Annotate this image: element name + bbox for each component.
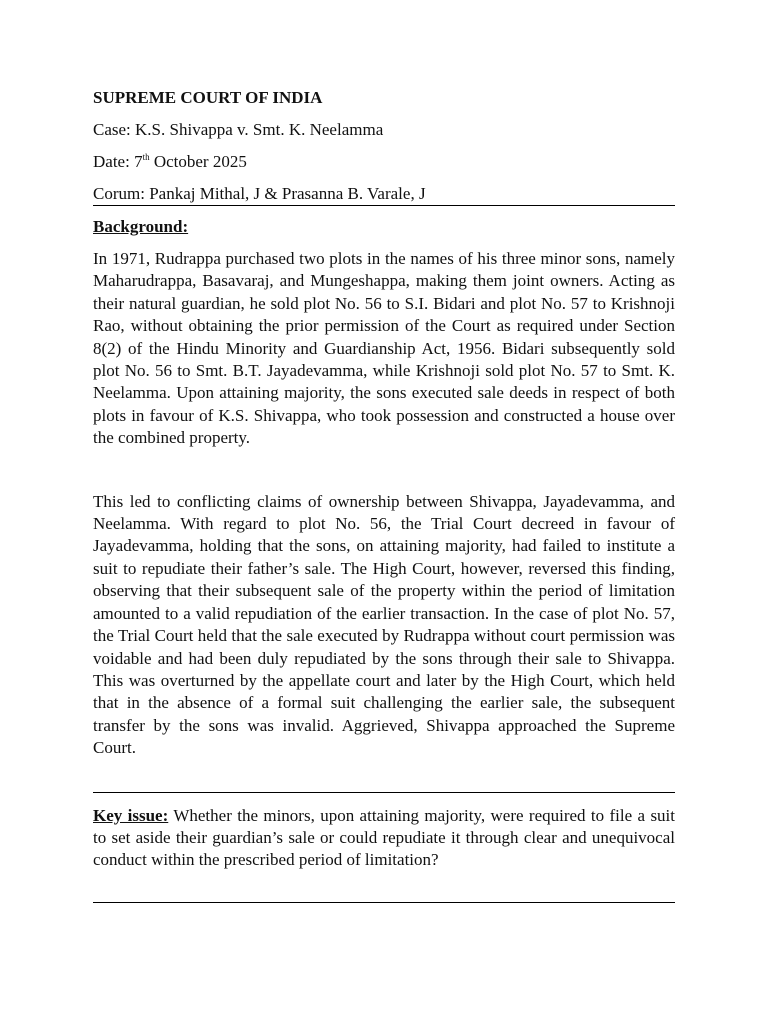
key-issue-text: Whether the minors, upon attaining majority, were required to file a suit to set aside their guardian’s sale or could repudiate it through clear and unequivocal conduct within the prescribed period of limitation? xyxy=(93,805,675,870)
date-line xyxy=(93,151,675,173)
corum-line xyxy=(93,183,675,206)
key-issue xyxy=(93,805,675,872)
background-paragraph-1: In 1971, Rudrappa purchased two plots in the names of his three minor sons, namely Maharudrappa, Basavaraj, and Mungeshappa, making them joint owners. Acting as their natural guardian, he sold plot No. 56 to S.I. Bidari and plot No. 57 to Krishnoji Rao, without obtaining the prior permission of the Court as required under Section 8(2) of the Hindu Minority and Guardianship Act, 1956. Bidari subsequently sold plot No. 56 to Smt. B.T. Jayadevamma, while Krishnoji sold plot No. 57 to Smt. K. Neelamma. Upon attaining majority, the sons executed sale deeds in respect of both plots in favour of K.S. Shivappa, who took possession and constructed a house over the combined property. xyxy=(93,249,675,448)
date-rest: October 2025 xyxy=(153,152,247,171)
date-label: Date: xyxy=(93,152,130,171)
court-title: SUPREME COURT OF INDIA xyxy=(93,88,323,107)
background-heading: Background: xyxy=(93,217,189,236)
key-issue-label: Key issue: xyxy=(93,805,169,825)
case-line xyxy=(93,119,675,141)
date-day: 7 xyxy=(134,152,143,171)
document-page xyxy=(93,86,675,903)
corum-value: Pankaj Mithal, J & Prasanna B. Varale, J xyxy=(149,184,426,203)
date-suffix: th xyxy=(142,152,150,162)
case-label: Case: xyxy=(93,120,131,139)
case-value: K.S. Shivappa v. Smt. K. Neelamma xyxy=(135,120,384,139)
corum-label: Corum: xyxy=(93,184,145,203)
section-divider xyxy=(93,792,675,793)
bottom-divider xyxy=(93,902,675,903)
background-paragraph-2: This led to conflicting claims of ownership between Shivappa, Jayadevamma, and Neelamma. With regard to plot No. 56, the Trial Court decreed in favour of Jayadevamma, holding that the sons, on attaining majority, had failed to institute a suit to repudiate their father’s sale. The High Court, however, reversed this finding, observing that their subsequent sale of the property within the period of limitation amounted to a valid repudiation of the earlier transaction. In the case of plot No. 57, the Trial Court held that the sale executed by Rudrappa without court permission was voidable and had been duly repudiated by the sons through their sale to Shivappa. This was overturned by the appellate court and later by the High Court, which held that in the absence of a formal suit challenging the earlier sale, the subsequent transfer by the sons was invalid. Aggrieved, Shivappa approached the Supreme Court. xyxy=(93,491,675,758)
